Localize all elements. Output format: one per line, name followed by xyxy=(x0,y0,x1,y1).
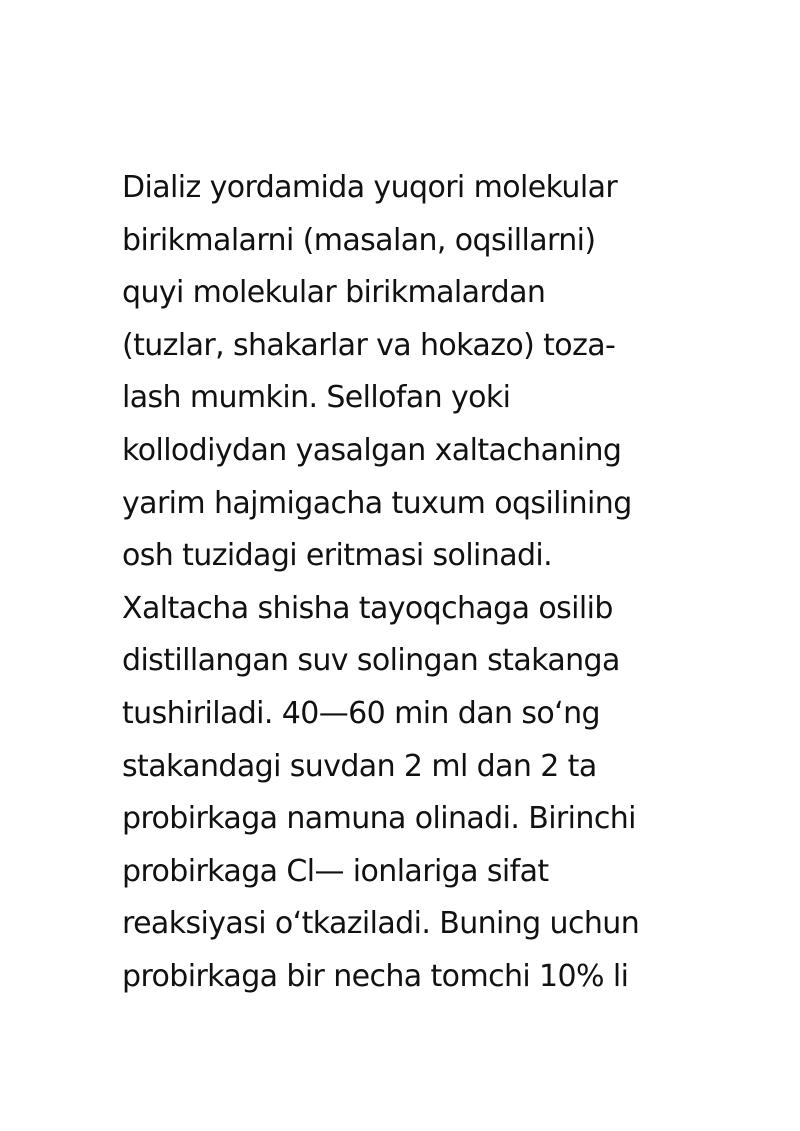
text-line: Xaltacha shisha tayoqchaga osilib xyxy=(122,590,613,626)
text-line: stakandagi suvdan 2 ml dan 2 ta xyxy=(122,748,597,784)
text-line: yarim hajmigacha tuxum oqsilining xyxy=(122,485,632,521)
text-line: kollodiydan yasalgan xaltachaning xyxy=(122,432,622,468)
text-line: Dializ yordamida yuqori molekular xyxy=(122,170,618,205)
body-paragraph xyxy=(122,162,742,1004)
text-line: distillangan suv solingan stakanga xyxy=(122,643,620,679)
text-line: probirkaga namuna olinadi. Birinchi xyxy=(122,801,636,837)
text-line: quyi molekular birikmalardan xyxy=(122,275,546,311)
text-line: osh tuzidagi eritmasi solinadi. xyxy=(122,538,553,574)
text-line: lash mumkin. Sellofan yoki xyxy=(122,380,511,416)
text-line: probirkaga Cl— ionlariga sifat xyxy=(122,853,549,889)
text-line: tushiriladi. 40—60 min dan so‘ng xyxy=(122,695,600,731)
text-line: (tuzlar, shakarlar va hokazo) toza- xyxy=(122,327,616,363)
text-line: birikmalarni (masalan, oqsillarni) xyxy=(122,222,596,258)
text-line: reaksiyasi o‘tkaziladi. Buning uchun xyxy=(122,906,640,942)
text-line: probirkaga bir necha tomchi 10% li xyxy=(122,958,629,994)
